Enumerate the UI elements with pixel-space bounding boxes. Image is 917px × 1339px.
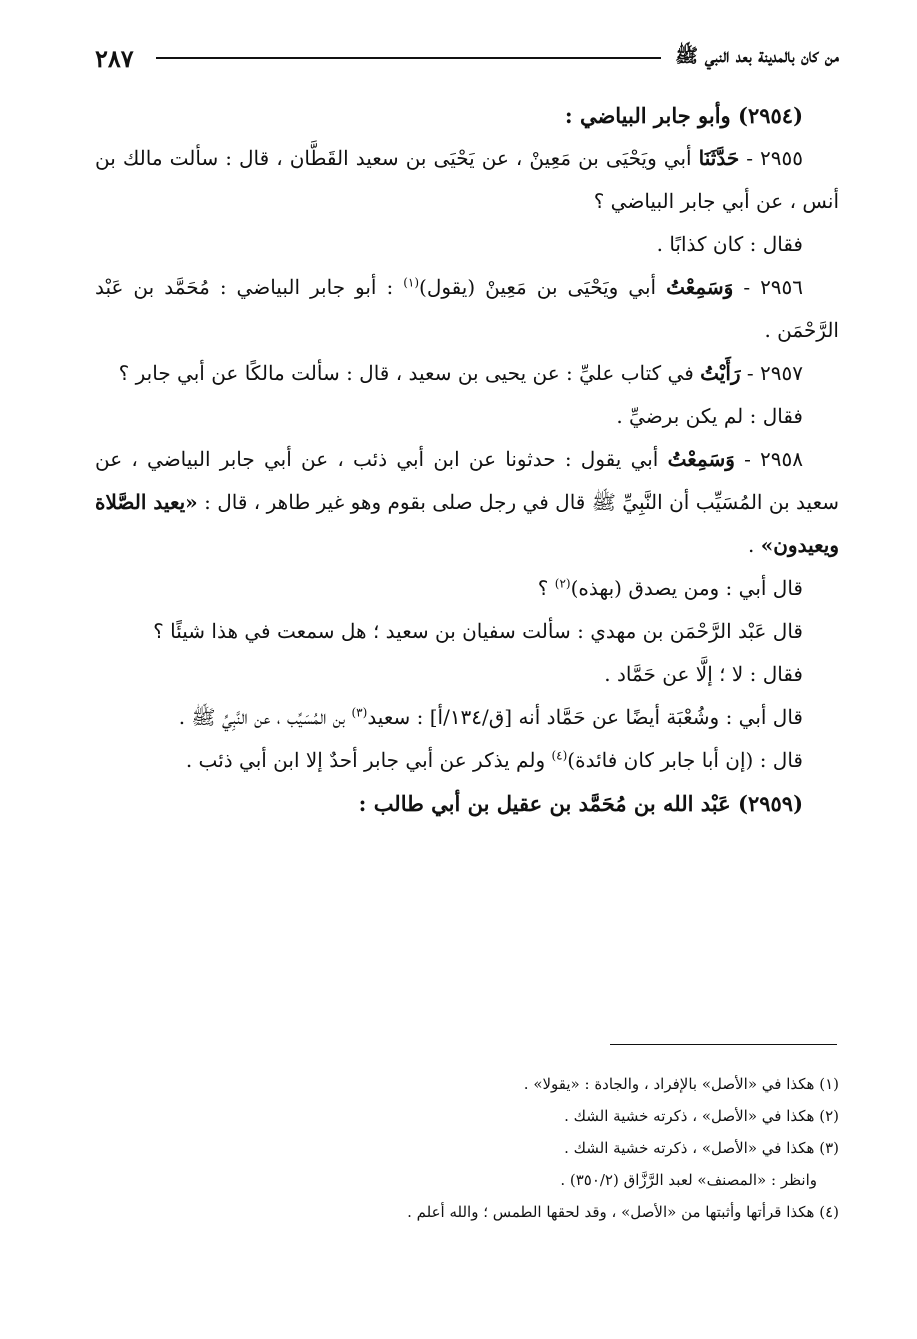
lead-word: حَدَّثَنَا — [698, 146, 740, 170]
entry-number: (٢٩٥٩) — [738, 791, 803, 816]
reply-2957: فقال : لم يكن برضيِّ . — [616, 404, 803, 428]
paragraph-ibn-mahdi: قال عَبْد الرَّحْمَن بن مهدي : سألت سفيان بن سعيد ؛ هل سمعت في هذا شيئًا ؟ — [153, 619, 803, 643]
entry-heading-2954 — [95, 94, 839, 137]
paragraph-text: بن المُسَيِّب ، عن النَّبِيِّ ﷺ . — [178, 705, 346, 729]
hadith-quote: «يعيد الصَّلاة ويعيدون» — [95, 490, 839, 557]
paragraph-text: قال أبي : ومن يصدق (بهذه) — [570, 576, 803, 600]
reply-2955: فقال : كان كذابًا . — [656, 232, 803, 256]
entry-title: عَبْد الله بن مُحَمَّد بن عقيل بن أبي طالب : — [358, 791, 731, 816]
paragraph-text: ولم يذكر عن أبي جابر أحدٌ إلا ابن أبي ذئب . — [185, 748, 546, 772]
paragraph-text: في كتاب عليِّ : عن يحيى بن سعيد ، قال : سألت مالكًا عن أبي جابر ؟ — [118, 361, 694, 385]
footnote-4: (٤) هكذا قرأتها وأثبتها من «الأصل» ، وقد لحقها الطمس ؛ والله أعلم . — [407, 1203, 839, 1221]
paragraph-text: أبي ويَحْيَى بن مَعِينْ ، عن يَحْيَى بن سعيد القَطَّان ، قال : سألت مالك بن أنس ، عن أبي جابر البياضي ؟ — [95, 146, 839, 213]
footnote-ref-3: (٣) — [351, 705, 368, 720]
paragraph-end: . — [748, 533, 755, 557]
running-head — [95, 40, 839, 76]
footnote-ref-1: (١) — [403, 275, 420, 290]
footnote-ref-4: (٤) — [551, 748, 568, 763]
footnote-3: (٣) هكذا في «الأصل» ، ذكرته خشية الشك . — [564, 1139, 839, 1157]
paragraph-2956 — [95, 266, 839, 352]
paragraph-text: قال أبي : وشُعْبَة أيضًا عن حَمَّاد أنه [ق/١٣٤/أ] : سعيد — [367, 705, 803, 729]
paragraph-father-remark — [95, 567, 839, 610]
item-number: ٢٩٥٦ - — [743, 275, 804, 299]
paragraph-shuba — [95, 696, 839, 739]
paragraph-text: : أبو جابر البياضي : مُحَمَّد بن عَبْد الرَّحْمَن . — [95, 275, 839, 342]
running-title: من كان بالمدينة بعد النبي ﷺ — [675, 45, 839, 67]
paragraph-2957 — [95, 352, 839, 395]
footnote-2: (٢) هكذا في «الأصل» ، ذكرته خشية الشك . — [564, 1107, 839, 1125]
item-number: ٢٩٥٥ - — [746, 146, 804, 170]
item-number: ٢٩٥٨ - — [744, 447, 804, 471]
item-number: ٢٩٥٧ - — [746, 361, 803, 385]
lead-word: وَسَمِعْتُ — [666, 275, 734, 299]
footnote-1: (١) هكذا في «الأصل» بالإفراد ، والجادة : «يقولا» . — [523, 1075, 839, 1093]
paragraph-text: ؟ — [537, 576, 549, 600]
footnote-ref-2: (٢) — [554, 576, 571, 591]
main-text — [95, 94, 839, 825]
entry-title: وأبو جابر البياضي : — [564, 103, 731, 128]
paragraph-text: قال : (إن أبا جابر كان فائدة) — [567, 748, 803, 772]
lead-word: رَأَيْتُ — [700, 361, 741, 385]
footnotes — [95, 1068, 839, 1228]
entry-heading-2959 — [95, 782, 839, 825]
reply-sufyan: فقال : لا ؛ إلَّا عن حَمَّاد . — [604, 662, 803, 686]
paragraph-abu-jabir — [95, 739, 839, 782]
paragraph-2958 — [95, 438, 839, 567]
paragraph-2955 — [95, 137, 839, 223]
page-number: ٢٨٧ — [95, 43, 134, 73]
lead-word: وَسَمِعْتُ — [667, 447, 735, 471]
footnote-3-continuation: وانظر : «المصنف» لعبد الرَّزَّاق (٣٥٠/٢) . — [560, 1171, 817, 1189]
entry-number: (٢٩٥٤) — [738, 103, 803, 128]
paragraph-text: أبي يقول : حدثونا عن ابن أبي ذئب ، عن أبي جابر البياضي ، عن سعيد بن المُسَيِّب أن النَّبِيِّ ﷺ قال في رجل صلى بقوم وهو غير طاهر ، قال : — [95, 447, 839, 514]
footnote-rule — [610, 1044, 837, 1045]
paragraph-text: أبي ويَحْيَى بن مَعِينْ (يقول) — [419, 275, 657, 299]
header-rule — [156, 57, 662, 59]
